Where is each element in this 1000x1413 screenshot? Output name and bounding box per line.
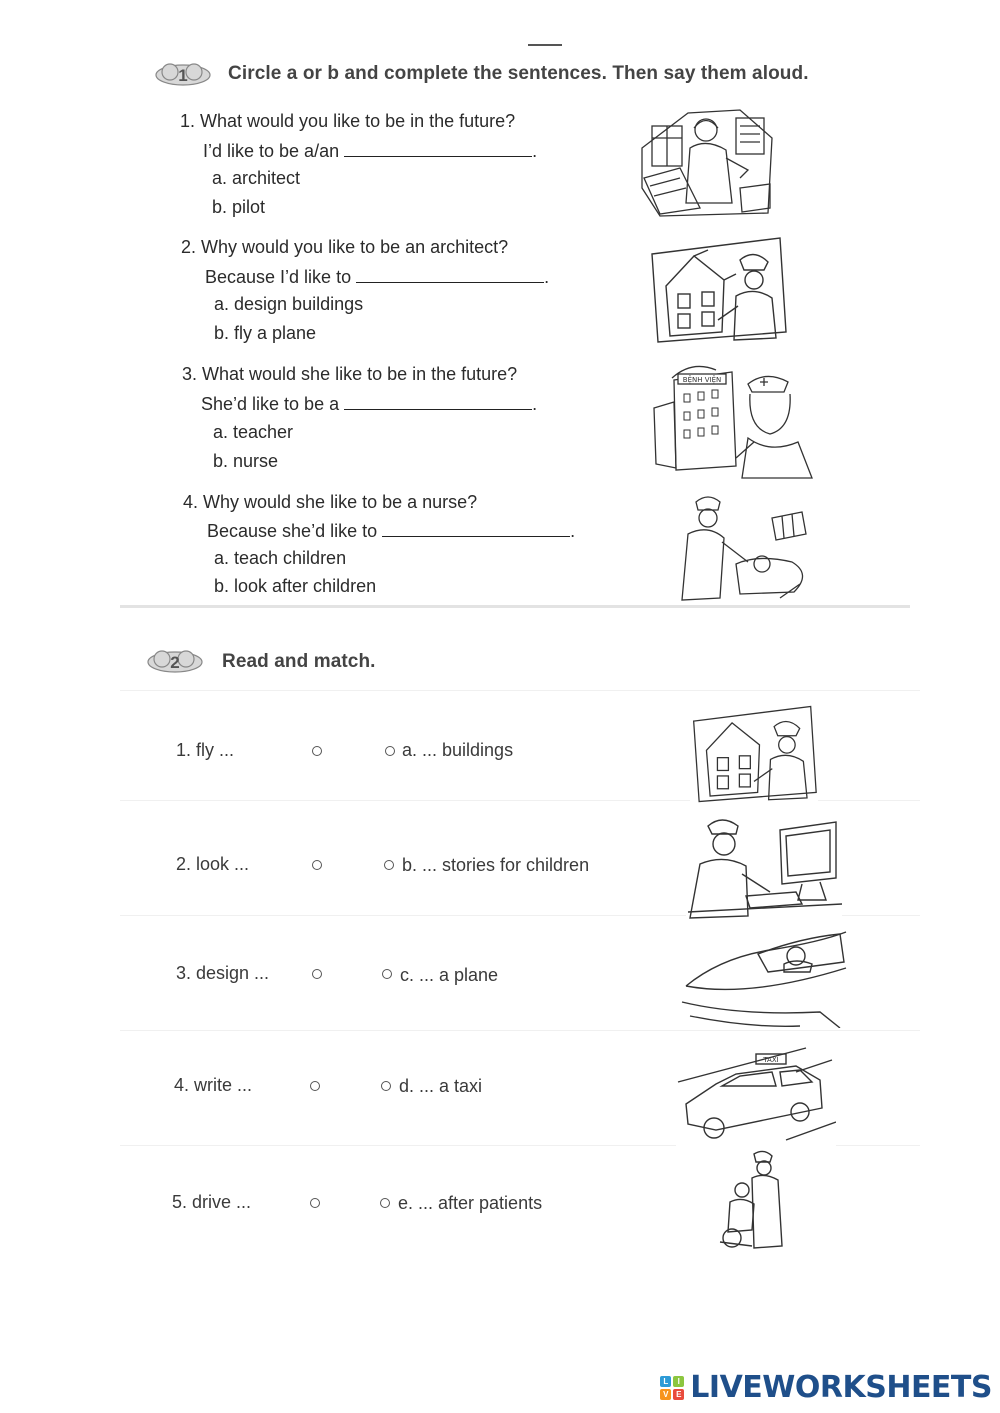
nurse-with-patient-picture bbox=[712, 1150, 792, 1250]
match-dot-right-5[interactable] bbox=[380, 1198, 390, 1208]
answer-prefix: Because she’d like to bbox=[207, 521, 378, 541]
pilot-in-plane-picture bbox=[680, 928, 850, 1028]
match-dot-left-2[interactable] bbox=[312, 860, 322, 870]
logo-letter: I bbox=[673, 1376, 684, 1387]
nurse-with-child-patient-picture bbox=[662, 494, 812, 604]
match-right-c: c. ... a plane bbox=[400, 965, 499, 985]
match-left-5: 5. drive ... bbox=[172, 1192, 252, 1212]
liveworksheets-logo-text: LIVEWORKSHEETS bbox=[690, 1370, 992, 1405]
match-right-b: b. ... stories for children bbox=[402, 855, 590, 875]
match-dot-left-5[interactable] bbox=[310, 1198, 320, 1208]
answer-blank-2[interactable] bbox=[356, 268, 544, 283]
section-1-title: Circle a or b and complete the sentences. Then say them aloud. bbox=[228, 63, 809, 84]
architect-with-house-model-picture bbox=[648, 236, 788, 344]
logo-letter: L bbox=[660, 1376, 671, 1387]
answer-suffix: . bbox=[544, 267, 550, 287]
section-2-title: Read and match. bbox=[222, 651, 376, 672]
logo-letter: E bbox=[673, 1389, 684, 1400]
answer-prefix: I’d like to be a/an bbox=[203, 141, 340, 161]
section-2-number: 2 bbox=[170, 653, 180, 672]
ruled-line bbox=[120, 1030, 920, 1031]
match-left-2: 2. look ... bbox=[176, 854, 250, 874]
answer-line-2 bbox=[205, 267, 549, 288]
answer-prefix: Because I’d like to bbox=[205, 267, 352, 287]
answer-suffix: . bbox=[532, 141, 538, 161]
logo-letter: V bbox=[660, 1389, 671, 1400]
match-dot-right-1[interactable] bbox=[385, 746, 395, 756]
hospital-sign: BỆNH VIỆN bbox=[682, 376, 722, 384]
match-left-3: 3. design ... bbox=[176, 963, 270, 983]
architect-with-house-model-picture bbox=[690, 702, 818, 806]
option-2b[interactable]: b. fly a plane bbox=[214, 323, 317, 343]
question-1: 1. What would you like to be in the future? bbox=[180, 111, 516, 131]
section-1-badge-icon bbox=[154, 60, 212, 86]
section-divider bbox=[120, 605, 910, 608]
question-4: 4. Why would she like to be a nurse? bbox=[183, 492, 478, 512]
match-dot-left-3[interactable] bbox=[312, 969, 322, 979]
option-2a[interactable]: a. design buildings bbox=[214, 294, 364, 314]
taxi-picture bbox=[676, 1044, 836, 1148]
match-dot-left-4[interactable] bbox=[310, 1081, 320, 1091]
ruled-line bbox=[120, 690, 920, 691]
architect-at-desk-picture bbox=[640, 108, 774, 218]
answer-blank-3[interactable] bbox=[344, 395, 532, 410]
answer-suffix: . bbox=[570, 521, 576, 541]
answer-line-3 bbox=[201, 394, 537, 415]
option-1b[interactable]: b. pilot bbox=[212, 197, 266, 217]
option-4b[interactable]: b. look after children bbox=[214, 576, 377, 596]
match-left-4: 4. write ... bbox=[174, 1075, 253, 1095]
option-3b[interactable]: b. nurse bbox=[213, 451, 279, 471]
liveworksheets-logo-mark-icon bbox=[660, 1376, 684, 1400]
answer-line-1 bbox=[203, 141, 537, 162]
question-2: 2. Why would you like to be an architect? bbox=[181, 237, 509, 257]
answer-blank-1[interactable] bbox=[344, 142, 532, 157]
match-left-1: 1. fly ... bbox=[176, 740, 235, 760]
option-4a[interactable]: a. teach children bbox=[214, 548, 347, 568]
question-3: 3. What would she like to be in the future? bbox=[182, 364, 518, 384]
answer-suffix: . bbox=[532, 394, 538, 414]
match-dot-right-4[interactable] bbox=[381, 1081, 391, 1091]
liveworksheets-logo bbox=[660, 1370, 992, 1405]
match-right-a: a. ... buildings bbox=[402, 740, 514, 760]
writer-at-computer-picture bbox=[686, 812, 842, 920]
answer-prefix: She’d like to be a bbox=[201, 394, 340, 414]
option-3a[interactable]: a. teacher bbox=[213, 422, 294, 442]
answer-line-4 bbox=[207, 521, 575, 542]
top-dash bbox=[528, 44, 562, 46]
answer-blank-4[interactable] bbox=[382, 522, 570, 537]
match-dot-left-1[interactable] bbox=[312, 746, 322, 756]
taxi-sign: TAXI bbox=[763, 1056, 779, 1064]
section-2-badge-icon bbox=[146, 647, 204, 673]
section-1-number: 1 bbox=[178, 66, 188, 85]
match-dot-right-2[interactable] bbox=[384, 860, 394, 870]
match-right-e: e. ... after patients bbox=[398, 1193, 543, 1213]
nurse-at-hospital-picture bbox=[652, 358, 814, 480]
match-dot-right-3[interactable] bbox=[382, 969, 392, 979]
option-1a[interactable]: a. architect bbox=[212, 168, 301, 188]
match-right-d: d. ... a taxi bbox=[399, 1076, 483, 1096]
